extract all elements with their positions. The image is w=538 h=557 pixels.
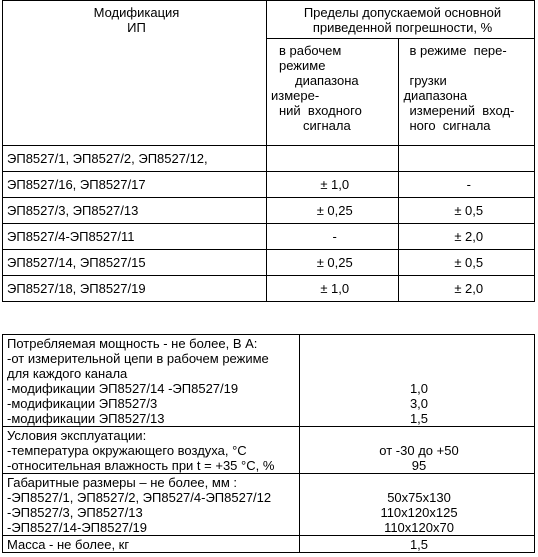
modification-header (3, 1, 267, 146)
power-value-cell (300, 335, 535, 427)
modification-cell: ЭП8527/16, ЭП8527/17 (3, 172, 267, 198)
modification-cell: ЭП8527/3, ЭП8527/13 (3, 198, 267, 224)
table-row (3, 276, 535, 302)
mass-value-cell (300, 536, 535, 553)
spec-value: 50x75x130 (387, 490, 451, 505)
spec-value (304, 428, 534, 443)
spec-value: 1,5 (409, 411, 429, 426)
subheader-line: ний входного (278, 103, 362, 118)
header-text: Модификация (93, 5, 180, 20)
power-label-cell (3, 335, 300, 427)
spec-line: -модификации ЭП8527/3 (7, 396, 158, 411)
subheader-line: измерений вход- (409, 103, 515, 118)
spec-line: Условия эксплуатации: (7, 428, 147, 443)
header-text: ИП (127, 20, 146, 35)
overload-error-cell (399, 146, 535, 172)
modification-cell: ЭП8527/18, ЭП8527/19 (3, 276, 267, 302)
working-error-cell: ± 1,0 (266, 276, 398, 302)
subheader-line: диапазона (403, 88, 468, 103)
spec-line: Потребляемая мощность - не более, В А: (7, 336, 258, 351)
table-row (3, 224, 535, 250)
header-text: приведенной погрешности, % (312, 20, 493, 35)
overload-mode-header (399, 39, 535, 146)
spec-value: от -30 до +50 (379, 443, 459, 458)
table-row (3, 146, 535, 172)
working-error-cell: ± 0,25 (266, 198, 398, 224)
spec-value (304, 475, 534, 490)
overload-error-cell: ± 0,5 (399, 250, 535, 276)
spec-value: 110x120x70 (384, 520, 454, 535)
working-mode-header (266, 39, 398, 146)
spec-value (304, 336, 534, 351)
subheader-line: в рабочем (278, 43, 342, 58)
subheader-line: в режиме пере- (409, 43, 507, 58)
spec-value: 3,0 (409, 396, 429, 411)
spec-line: для каждого канала (7, 366, 128, 381)
spec-value: 110x120x125 (380, 505, 458, 520)
spec-value: 1,0 (409, 381, 429, 396)
error-limits-table (2, 0, 535, 302)
spec-line: Масса - не более, кг (7, 537, 130, 552)
subheader-line: режиме (278, 58, 326, 73)
spec-value (304, 351, 534, 366)
environment-row (3, 427, 535, 474)
power-row (3, 335, 535, 427)
subheader-line: измере- (270, 88, 320, 103)
subheader-line (403, 58, 534, 73)
spec-line: Габаритные размеры – не более, мм : (7, 475, 237, 490)
spec-line: -относительная влажность при t = +35 °С, % (7, 458, 275, 473)
specs-table (2, 334, 535, 553)
header-text: Пределы допускаемой основной (303, 5, 502, 20)
overload-error-cell: ± 2,0 (399, 276, 535, 302)
environment-label-cell (3, 427, 300, 474)
spec-line: -от измерительной цепи в рабочем режиме (7, 351, 269, 366)
subheader-line: ного сигнала (409, 118, 491, 133)
dimensions-row (3, 474, 535, 536)
overload-error-cell: ± 2,0 (399, 224, 535, 250)
modification-cell: ЭП8527/4-ЭП8527/11 (3, 224, 267, 250)
table-row (3, 172, 535, 198)
spec-line: -модификации ЭП8527/14 -ЭП8527/19 (7, 381, 239, 396)
spec-value: 1,5 (409, 537, 429, 552)
modification-cell: ЭП8527/1, ЭП8527/2, ЭП8527/12, (3, 146, 267, 172)
dimensions-label-cell (3, 474, 300, 536)
subheader-line: грузки (409, 73, 447, 88)
overload-error-cell: ± 0,5 (399, 198, 535, 224)
mass-label-cell (3, 536, 300, 553)
subheader-line: сигнала (302, 118, 351, 133)
environment-value-cell (300, 427, 535, 474)
spec-line: -модификации ЭП8527/13 (7, 411, 165, 426)
working-error-cell: ± 1,0 (266, 172, 398, 198)
dimensions-value-cell (300, 474, 535, 536)
table-header-row (3, 1, 535, 39)
spec-line: -температура окружающего воздуха, °С (7, 443, 247, 458)
working-error-cell (266, 146, 398, 172)
spec-line: -ЭП8527/14-ЭП8527/19 (7, 520, 148, 535)
table-row (3, 198, 535, 224)
subheader-line: диапазона (294, 73, 359, 88)
working-error-cell: - (266, 224, 398, 250)
table-row (3, 250, 535, 276)
error-limits-header (266, 1, 534, 39)
spec-line: -ЭП8527/1, ЭП8527/2, ЭП8527/4-ЭП8527/12 (7, 490, 272, 505)
spec-value (304, 366, 534, 381)
working-error-cell: ± 0,25 (266, 250, 398, 276)
mass-row (3, 536, 535, 553)
overload-error-cell: - (399, 172, 535, 198)
spec-value: 95 (411, 458, 427, 473)
spec-line: -ЭП8527/3, ЭП8527/13 (7, 505, 143, 520)
modification-cell: ЭП8527/14, ЭП8527/15 (3, 250, 267, 276)
